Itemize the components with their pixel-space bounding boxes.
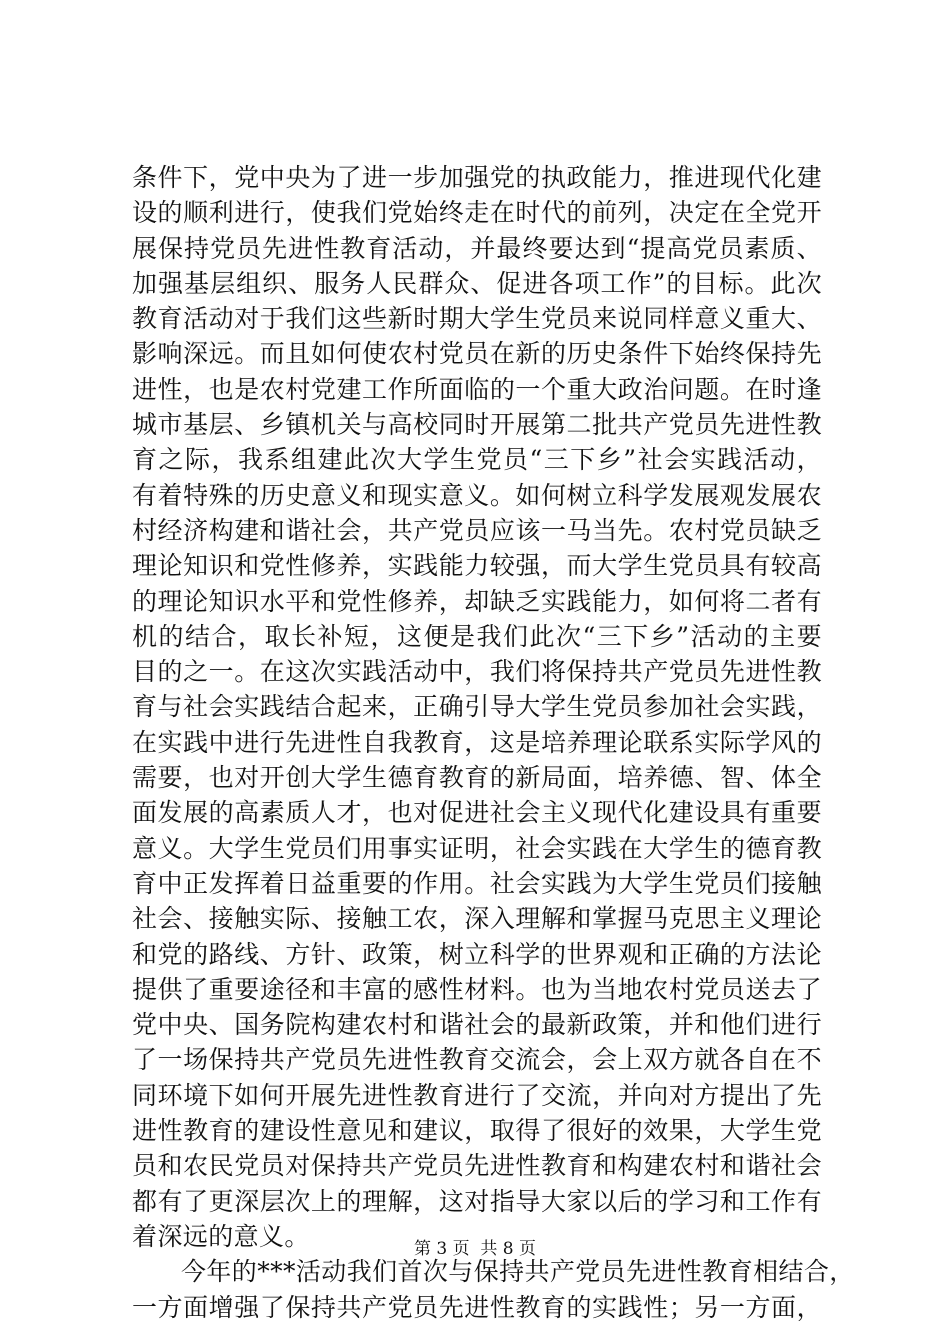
text-line: 了一场保持共产党员先进性教育交流会，会上双方就各自在不 — [132, 1045, 822, 1075]
text-line: 面发展的高素质人才，也对促进社会主义现代化建设具有重要 — [132, 798, 822, 828]
text-line: 一方面增强了保持共产党员先进性教育的实践性；另一方面， — [132, 1292, 822, 1322]
text-line: 进性，也是农村党建工作所面临的一个重大政治问题。在时逢 — [132, 374, 822, 404]
body-text — [132, 160, 855, 1325]
text-line: 影响深远。而且如何使农村党员在新的历史条件下始终保持先 — [132, 339, 822, 369]
text-line: 育之际，我系组建此次大学生党员“三下乡”社会实践活动， — [132, 445, 822, 475]
text-line: 意义。大学生党员们用事实证明，社会实践在大学生的德育教 — [132, 833, 822, 863]
text-line: 展保持党员先进性教育活动，并最终要达到“提高党员素质、 — [132, 233, 822, 263]
text-line: 理论知识和党性修养，实践能力较强，而大学生党员具有较高 — [132, 551, 822, 581]
text-line: 有着特殊的历史意义和现实意义。如何树立科学发展观发展农 — [132, 480, 822, 510]
text-line: 都有了更深层次上的理解，这对指导大家以后的学习和工作有 — [132, 1186, 822, 1216]
text-line: 在实践中进行先进性自我教育，这是培养理论联系实际学风的 — [132, 727, 822, 757]
text-line: 设的顺利进行，使我们党始终走在时代的前列，决定在全党开 — [132, 198, 822, 228]
page-number: 第 3 页 共 8 页 — [413, 1239, 537, 1259]
paragraph — [132, 160, 822, 1254]
text-line: 党中央、国务院构建农村和谐社会的最新政策，并和他们进行 — [132, 1010, 822, 1040]
text-line: 加强基层组织、服务人民群众、促进各项工作”的目标。此次 — [132, 268, 822, 298]
text-line: 需要，也对开创大学生德育教育的新局面，培养德、智、体全 — [132, 763, 822, 793]
text-line: 教育活动对于我们这些新时期大学生党员来说同样意义重大、 — [132, 304, 822, 334]
text-line: 育与社会实践结合起来，正确引导大学生党员参加社会实践， — [132, 692, 822, 722]
text-line: 员和农民党员对保持共产党员先进性教育和构建农村和谐社会 — [132, 1151, 822, 1181]
text-line: 同环境下如何开展先进性教育进行了交流，并向对方提出了先 — [132, 1080, 822, 1110]
text-line: 城市基层、乡镇机关与高校同时开展第二批共产党员先进性教 — [132, 410, 822, 440]
text-line: 条件下，党中央为了进一步加强党的执政能力，推进现代化建 — [132, 163, 822, 192]
text-line: 今年的***活动我们首次与保持共产党员先进性教育相结合， — [181, 1257, 855, 1287]
page-footer — [0, 1237, 950, 1261]
text-line: 社会、接触实际、接触工农，深入理解和掌握马克思主义理论 — [132, 904, 822, 934]
text-line: 机的结合，取长补短，这便是我们此次“三下乡”活动的主要 — [132, 621, 822, 651]
text-line: 目的之一。在这次实践活动中，我们将保持共产党员先进性教 — [132, 657, 822, 687]
paragraph — [132, 1254, 855, 1325]
text-line: 和党的路线、方针、政策，树立科学的世界观和正确的方法论 — [132, 939, 822, 969]
text-line: 村经济构建和谐社会，共产党员应该一马当先。农村党员缺乏 — [132, 515, 822, 545]
text-line: 育中正发挥着日益重要的作用。社会实践为大学生党员们接触 — [132, 868, 822, 898]
text-line: 的理论知识水平和党性修养，却缺乏实践能力，如何将二者有 — [132, 586, 822, 616]
text-line: 着深远的意义。 — [132, 1221, 310, 1251]
text-line: 进性教育的建设性意见和建议，取得了很好的效果，大学生党 — [132, 1116, 822, 1146]
text-line: 提供了重要途径和丰富的感性材料。也为当地农村党员送去了 — [132, 974, 822, 1004]
